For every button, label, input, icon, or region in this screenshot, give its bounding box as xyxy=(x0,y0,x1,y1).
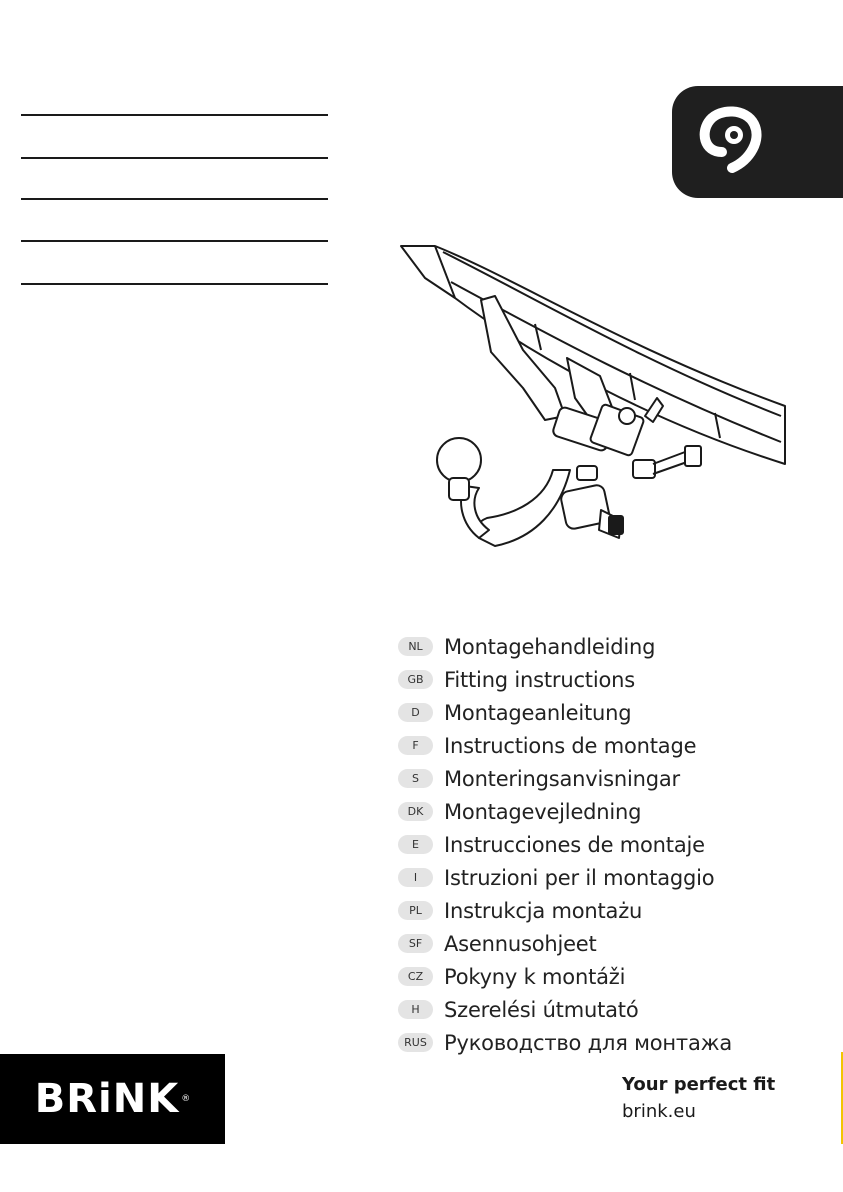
language-row xyxy=(398,960,732,993)
language-title: Montagehandleiding xyxy=(444,634,656,659)
language-title: Instrucciones de montaje xyxy=(444,832,705,857)
language-row xyxy=(398,762,732,795)
language-title: Руководство для монтажа xyxy=(444,1030,733,1055)
language-code-badge: GB xyxy=(398,670,433,689)
language-row xyxy=(398,894,732,927)
language-title: Pokyny k montáži xyxy=(444,964,626,989)
language-row xyxy=(398,663,732,696)
towbar-type-badge xyxy=(672,86,843,198)
language-row xyxy=(398,861,732,894)
language-row xyxy=(398,729,732,762)
language-title: Szerelési útmutató xyxy=(444,997,639,1022)
website-link[interactable]: brink.eu xyxy=(622,1101,696,1122)
language-code-badge: CZ xyxy=(398,967,433,986)
language-code-badge: SF xyxy=(398,934,433,953)
towbar-illustration xyxy=(395,238,790,558)
language-row xyxy=(398,993,732,1026)
brink-logo-text: BRiNK xyxy=(34,1076,180,1122)
language-code-badge: PL xyxy=(398,901,433,920)
fill-line-1 xyxy=(21,114,328,116)
swan-neck-hook-icon xyxy=(694,102,784,184)
language-code-badge: D xyxy=(398,703,433,722)
language-code-badge: S xyxy=(398,769,433,788)
language-code-badge: H xyxy=(398,1000,433,1019)
language-title: Istruzioni per il montaggio xyxy=(444,865,715,890)
language-code-badge: E xyxy=(398,835,433,854)
language-row xyxy=(398,696,732,729)
registered-mark: ® xyxy=(181,1094,191,1104)
language-title: Fitting instructions xyxy=(444,667,635,692)
language-code-badge: DK xyxy=(398,802,433,821)
language-row xyxy=(398,927,732,960)
fill-line-4 xyxy=(21,240,328,242)
language-row xyxy=(398,630,732,663)
fill-line-2 xyxy=(21,157,328,159)
language-code-badge: F xyxy=(398,736,433,755)
fill-line-5 xyxy=(21,283,328,285)
fill-line-3 xyxy=(21,198,328,200)
language-title: Montageanleitung xyxy=(444,700,632,725)
language-title: Montagevejledning xyxy=(444,799,642,824)
tagline: Your perfect fit xyxy=(622,1074,776,1095)
language-code-badge: RUS xyxy=(398,1033,433,1052)
language-code-badge: NL xyxy=(398,637,433,656)
language-list xyxy=(398,630,732,1059)
brink-logo xyxy=(0,1054,225,1144)
language-title: Instrukcja montażu xyxy=(444,898,643,923)
language-row xyxy=(398,795,732,828)
language-code-badge: I xyxy=(398,868,433,887)
language-title: Asennusohjeet xyxy=(444,931,597,956)
language-row xyxy=(398,828,732,861)
language-title: Monteringsanvisningar xyxy=(444,766,680,791)
language-title: Instructions de montage xyxy=(444,733,697,758)
language-row xyxy=(398,1026,732,1059)
